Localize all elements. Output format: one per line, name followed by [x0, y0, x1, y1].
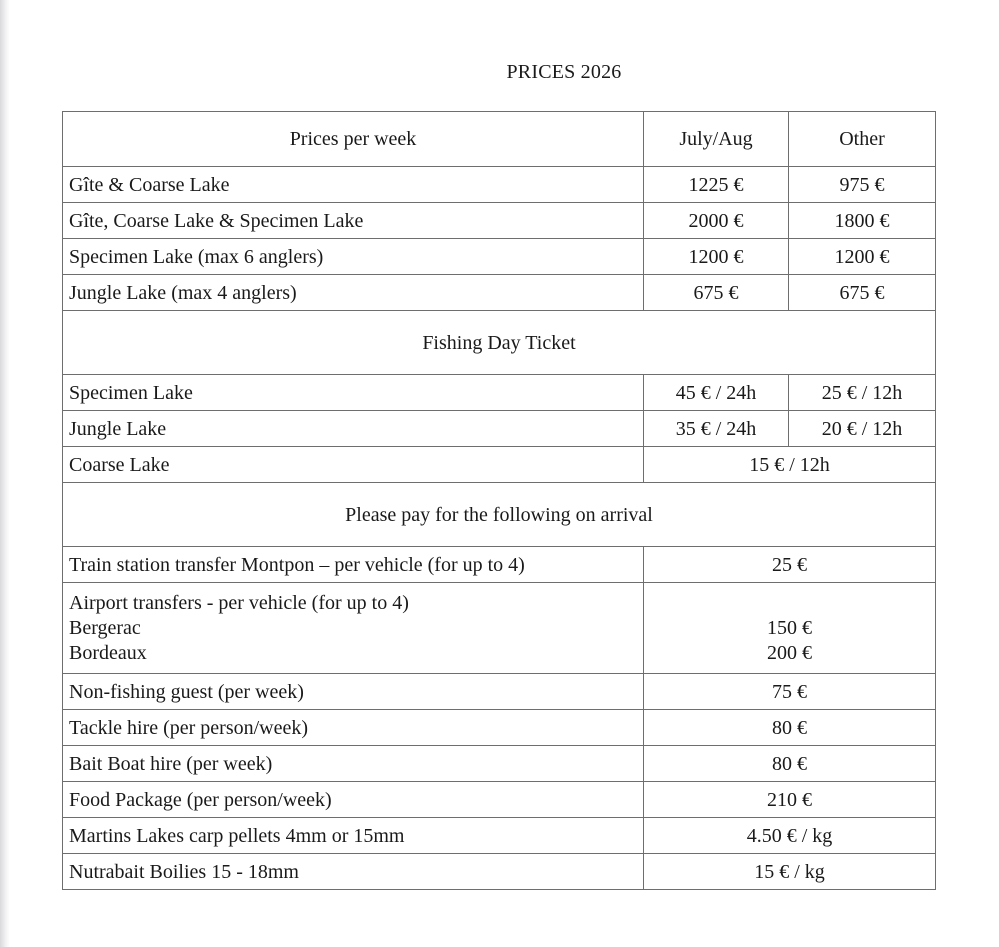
table-row: [63, 746, 936, 782]
row-value: 15 € / kg: [644, 854, 936, 890]
table-row: [63, 710, 936, 746]
arrival-section-row: [63, 483, 936, 547]
airport-transfer-label: Airport transfers - per vehicle (for up to 4): [69, 591, 409, 614]
header-other: Other: [789, 112, 936, 167]
ticket-12h: 25 € / 12h: [789, 375, 936, 411]
row-label: Gîte & Coarse Lake: [63, 167, 644, 203]
row-value: 25 €: [644, 547, 936, 583]
ticket-12h: 20 € / 12h: [789, 411, 936, 447]
table-row: [63, 547, 936, 583]
price-july-aug: 675 €: [644, 275, 789, 311]
table-row: [63, 854, 936, 890]
price-other: 675 €: [789, 275, 936, 311]
table-row: [63, 275, 936, 311]
table-row: [63, 782, 936, 818]
table-row: [63, 203, 936, 239]
weekly-header-label: Prices per week: [63, 112, 644, 167]
day-ticket-heading: Fishing Day Ticket: [63, 311, 936, 375]
bergerac-label: Bergerac: [69, 616, 141, 639]
day-ticket-section-row: [63, 311, 936, 375]
table-row: [63, 167, 936, 203]
bordeaux-value: 200 €: [767, 641, 812, 664]
page-title: PRICES 2026: [506, 61, 622, 83]
row-value: 75 €: [644, 674, 936, 710]
row-value: 4.50 € / kg: [644, 818, 936, 854]
row-label: Train station transfer Montpon – per vehicle (for up to 4): [63, 547, 644, 583]
table-row: [63, 818, 936, 854]
price-other: 1200 €: [789, 239, 936, 275]
row-value: 80 €: [644, 710, 936, 746]
row-value: 210 €: [644, 782, 936, 818]
airport-label-cell: [63, 583, 644, 674]
table-row: [63, 447, 936, 483]
row-label: Gîte, Coarse Lake & Specimen Lake: [63, 203, 644, 239]
row-label: Specimen Lake (max 6 anglers): [63, 239, 644, 275]
arrival-heading: Please pay for the following on arrival: [63, 483, 936, 547]
row-label: Coarse Lake: [63, 447, 644, 483]
ticket-12h: 15 € / 12h: [644, 447, 936, 483]
row-value: 80 €: [644, 746, 936, 782]
bordeaux-label: Bordeaux: [69, 641, 147, 664]
price-other: 1800 €: [789, 203, 936, 239]
row-label: Non-fishing guest (per week): [63, 674, 644, 710]
price-july-aug: 1200 €: [644, 239, 789, 275]
airport-value-cell: [644, 583, 936, 674]
row-label: Jungle Lake (max 4 anglers): [63, 275, 644, 311]
row-label: Martins Lakes carp pellets 4mm or 15mm: [63, 818, 644, 854]
spacer: [650, 591, 929, 616]
row-label: Specimen Lake: [63, 375, 644, 411]
table-row: [63, 411, 936, 447]
bergerac-value: 150 €: [767, 616, 812, 639]
price-july-aug: 1225 €: [644, 167, 789, 203]
table-row: [63, 674, 936, 710]
price-july-aug: 2000 €: [644, 203, 789, 239]
weekly-header-row: [63, 112, 936, 167]
row-label: Tackle hire (per person/week): [63, 710, 644, 746]
airport-transfer-row: [63, 583, 936, 674]
row-label: Food Package (per person/week): [63, 782, 644, 818]
table-row: [63, 375, 936, 411]
row-label: Nutrabait Boilies 15 - 18mm: [63, 854, 644, 890]
header-july-aug: July/Aug: [644, 112, 789, 167]
ticket-24h: 45 € / 24h: [644, 375, 789, 411]
price-table: [62, 111, 936, 890]
page-edge-shadow: [0, 0, 10, 947]
price-other: 975 €: [789, 167, 936, 203]
ticket-24h: 35 € / 24h: [644, 411, 789, 447]
row-label: Bait Boat hire (per week): [63, 746, 644, 782]
table-row: [63, 239, 936, 275]
row-label: Jungle Lake: [63, 411, 644, 447]
